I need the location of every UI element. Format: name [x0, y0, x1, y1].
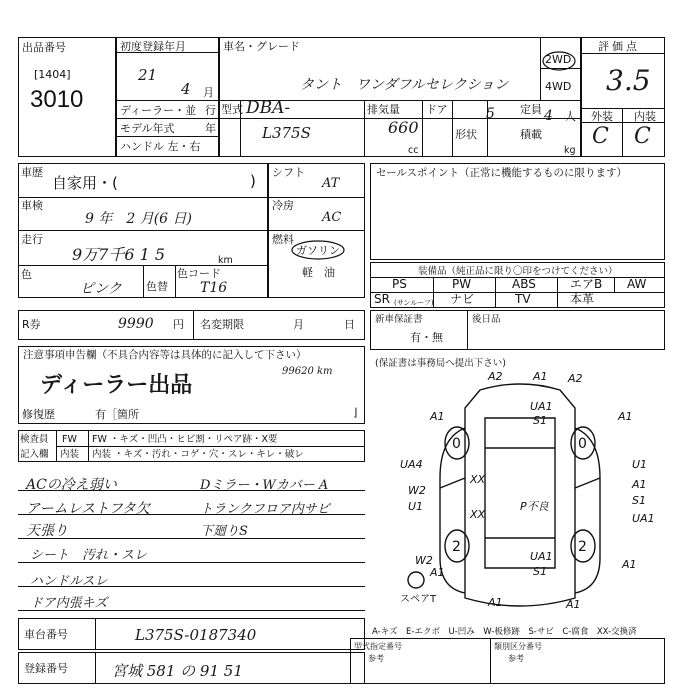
equip-sr-note: (サンルーフ)	[394, 299, 434, 307]
mileage-unit: km	[218, 255, 233, 266]
remark-right-2: トランクフロア内サビ	[200, 502, 330, 517]
model-year-label: モデル年式	[120, 122, 175, 135]
equip-leather: 本革	[570, 292, 595, 306]
load-label: 積載	[520, 128, 542, 141]
warranty-note: (保証書は事務局へ提出下さい)	[375, 358, 506, 369]
equip-tv: TV	[515, 292, 531, 306]
capacity-unit: 人	[565, 110, 576, 123]
mark-xx-1: XX	[470, 473, 486, 486]
mark-a1-rear-right: A1	[622, 558, 637, 571]
recycle-frame	[18, 310, 365, 340]
fuel-label: 燃料	[272, 233, 294, 246]
remark-line-2: アームレストフタ欠	[26, 501, 150, 517]
score-value: 3.5	[606, 64, 651, 97]
mark-a2-front-right: A2	[568, 372, 583, 385]
model-value: DBA-	[246, 98, 291, 118]
mark-w2-rear-left: W2	[415, 554, 433, 567]
mark-a1-front: A1	[533, 370, 548, 383]
svg-text:2: 2	[578, 539, 587, 555]
car-name-label: 車名・グレード	[223, 40, 300, 53]
remark-line-3: 天張り	[26, 523, 68, 539]
ext-value: C	[592, 124, 609, 149]
shape-label: 形状	[455, 128, 477, 141]
sales-point-label: セールスポイント（正常に機能するものに限ります）	[376, 167, 628, 179]
notes-label: 注意事項申告欄（不具合内容等は具体的に記入して下さい）	[23, 349, 307, 361]
registration-value: 宮城 581 の 91 51	[112, 662, 243, 680]
load-unit: kg	[564, 145, 576, 156]
mark-a1-rear-left: A1	[430, 566, 445, 579]
equip-pw: PW	[452, 277, 472, 291]
reg-month-unit: 月	[203, 86, 214, 99]
doors-label: ドア	[426, 103, 448, 116]
recycle-unit: 円	[173, 318, 184, 331]
drive-circle-icon	[541, 49, 577, 73]
history-label: 車歴	[21, 166, 43, 179]
int-label: 内装	[634, 110, 656, 123]
class-spec-ref: 参考	[508, 654, 524, 663]
remark-line-6: ドア内張キズ	[30, 596, 108, 611]
ext-label: 外装	[591, 110, 613, 123]
equip-ps: PS	[392, 277, 407, 291]
mark-a1-rear-corner: A1	[566, 598, 581, 611]
mark-u1-right: U1	[632, 458, 648, 471]
dealer-suffix: 行	[205, 104, 216, 117]
inspection-label: 車検	[21, 199, 43, 212]
inspector-row2: 内装 ・キズ・汚れ・コゲ・穴・スレ・キレ・破レ	[92, 449, 304, 460]
fuel-diesel: 軽 油	[302, 266, 335, 279]
type-spec-label: 型式指定番号	[354, 642, 402, 651]
lot-label: 出品番号	[22, 41, 66, 54]
inspector-inner: 内装	[60, 449, 80, 460]
model-frame: L375S	[262, 124, 311, 142]
recycle-label: R券	[22, 318, 41, 331]
mark-a1-right-mid: A1	[632, 478, 647, 491]
equip-airbag: エアB	[570, 277, 603, 291]
remark-line-5: ハンドルスレ	[30, 574, 108, 589]
reg-month-value: 4	[181, 80, 191, 98]
repair-close: ⌋	[353, 406, 358, 419]
spare-label: スペアT	[400, 594, 437, 605]
equip-navi: ナビ	[450, 292, 475, 306]
reg-year-label: 初度登録年月	[120, 40, 186, 53]
displacement-unit: cc	[408, 145, 419, 156]
ac-value: AC	[322, 210, 342, 225]
dealer-label: ディーラー・並	[120, 104, 197, 117]
record-label: 記入欄	[20, 449, 49, 460]
shift-label: シフト	[272, 166, 305, 179]
name-change-day: 日	[344, 318, 355, 331]
name-change-label: 名変期限	[200, 318, 244, 331]
mark-p-roof: P不良	[520, 500, 549, 513]
capacity-value: 4	[544, 108, 553, 124]
later-label: 後日品	[472, 314, 501, 325]
equip-sr: SR	[374, 292, 390, 306]
new-warranty-value: 有・無	[410, 331, 443, 344]
inspector-fw: FW	[62, 434, 77, 445]
name-change-month: 月	[293, 318, 304, 331]
chassis-value: L375S-0187340	[135, 626, 257, 644]
mark-s1-rear: S1	[533, 565, 547, 578]
shift-value: AT	[322, 176, 340, 191]
handle-label: ハンドル 左・右	[120, 140, 201, 153]
mark-s1-hood: S1	[533, 414, 547, 427]
fuel-circle-icon	[290, 239, 346, 261]
color-value: ピンク	[80, 281, 122, 297]
svg-text:0: 0	[452, 436, 461, 452]
capacity-label: 定員	[520, 103, 542, 116]
notes-extra: 99620 km	[282, 366, 333, 377]
svg-text:2: 2	[452, 539, 461, 555]
remark-right-1: Dミラー・Wカバー A	[200, 478, 329, 493]
mark-a1-right-front: A1	[618, 410, 633, 423]
equipment-label: 装備品（純正品に限り〇印をつけてください）	[418, 266, 618, 277]
registration-label: 登録番号	[24, 662, 68, 675]
remark-line-4: シート 汚れ・スレ	[30, 548, 148, 563]
mark-ua4-left: UA4	[400, 458, 423, 471]
mark-u1-left: U1	[408, 500, 424, 513]
mark-a1-left-front: A1	[430, 410, 445, 423]
mark-ua1-rear: UA1	[530, 550, 553, 563]
damage-legend: A-キズ E-エクボ U-凹み W-板修跡 S-サビ C-腐食 XX-交換済	[372, 627, 637, 637]
new-warranty-label: 新車保証書	[375, 314, 423, 325]
mark-s1-right: S1	[632, 494, 646, 507]
inspector-label: 検査員	[20, 434, 49, 445]
int-value: C	[634, 124, 651, 149]
equip-aw: AW	[627, 277, 647, 291]
displacement-value: 660	[388, 118, 419, 137]
remark-right-3: 下廻りS	[200, 524, 248, 539]
equip-abs: ABS	[512, 277, 536, 291]
remark-line-1: ACの冷え弱い	[26, 477, 117, 493]
repair-value: 有［箇所	[95, 408, 139, 421]
drive-2wd: 2WD	[545, 53, 572, 66]
color-change-label: 色替	[146, 280, 168, 293]
score-label: 評価点	[598, 40, 640, 53]
notes-handwritten: ディーラー出品	[40, 372, 193, 398]
car-name-value: タント ワンダフルセレクション	[300, 77, 509, 93]
inspection-value: 9 年 2 月(6 日)	[85, 211, 192, 227]
repair-label: 修復歴	[22, 408, 55, 421]
recycle-value: 9990	[118, 316, 154, 332]
car-damage-diagram	[370, 368, 670, 620]
model-year-suffix: 年	[205, 122, 216, 135]
mark-w2-left: W2	[408, 484, 426, 497]
history-value: 自家用・(	[52, 174, 118, 192]
drive-4wd: 4WD	[545, 80, 572, 93]
model-label: 型式	[221, 103, 243, 116]
lot-code: [1404]	[34, 68, 71, 81]
mark-ua1-hood: UA1	[530, 400, 553, 413]
class-spec-label: 類別区分番号	[494, 642, 542, 651]
mark-a2-front-left: A2	[488, 370, 503, 383]
mark-ua1-right: UA1	[632, 512, 655, 525]
svg-text:0: 0	[578, 436, 587, 452]
ac-label: 冷房	[272, 199, 294, 212]
color-code-label: 色コード	[177, 267, 221, 280]
chassis-label: 車台番号	[24, 628, 68, 641]
lot-number: 3010	[30, 86, 84, 113]
color-label: 色	[21, 268, 32, 281]
reg-year-value: 21	[138, 66, 158, 84]
displacement-label: 排気量	[367, 103, 400, 116]
mark-xx-2: XX	[470, 508, 486, 521]
history-close: )	[250, 172, 256, 190]
inspector-row1: FW ・キズ・凹凸・ヒビ割・リペア跡・X要	[92, 434, 278, 445]
mileage-label: 走行	[21, 233, 43, 246]
mark-a1-rear: A1	[488, 596, 503, 609]
mileage-value: 9万7千6 1 5	[72, 245, 166, 264]
fuel-gasoline: ガソリン	[296, 244, 340, 257]
doors-value: 5	[486, 106, 495, 122]
type-spec-ref: 参考	[368, 654, 384, 663]
color-code-value: T16	[200, 280, 228, 296]
